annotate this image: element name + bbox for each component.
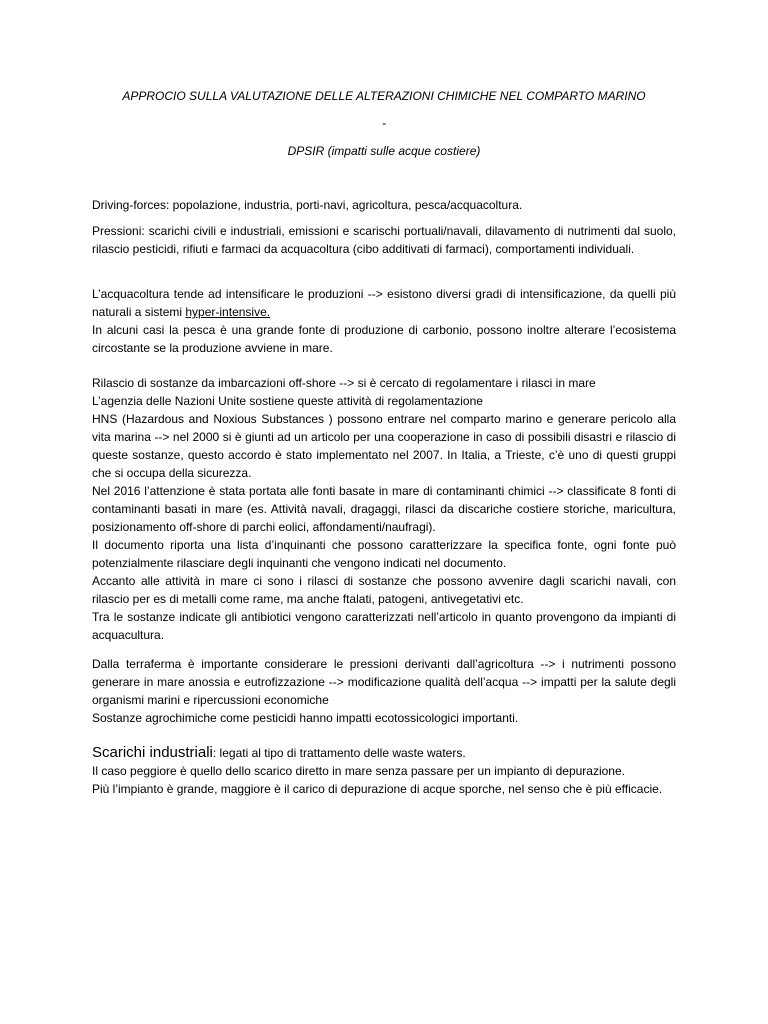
terraferma-section bbox=[92, 655, 676, 727]
pressioni-text: Pressioni: scarichi civili e industriali, emissioni e scarischi portuali/navali, dilavamento di nutrimenti dal suolo, rilascio pesticidi, rifiuti e farmaci da acquacoltura (cibo additivati di farmaci), comportamenti individuali. bbox=[92, 224, 676, 256]
scarichi-line: Più l’impianto è grande, maggiore è il carico di depurazione di acque sporche, nel senso che è più efficacie. bbox=[92, 782, 663, 796]
rilascio-line: L’agenzia delle Nazioni Unite sostiene queste attività di regolamentazione bbox=[92, 394, 483, 408]
rilascio-line: HNS (Hazardous and Noxious Substances ) possono entrare nel comparto marino e generare pericolo alla vita marina --> nel 2000 si è giunti ad un articolo per una cooperazione in caso di possibili disastri e rilascio di queste sostanze, questo accordo è stato implementato nel 2007. In Italia, a Trieste, c’è uno di questi gruppi che si occupa della sicurezza. bbox=[92, 412, 676, 480]
rilascio-line: Tra le sostanze indicate gli antibiotici vengono caratterizzati nell’articolo in quanto provengono da impianti di acquacultura. bbox=[92, 610, 676, 642]
title-separator: - bbox=[382, 116, 386, 130]
document-title: APPROCIO SULLA VALUTAZIONE DELLE ALTERAZIONI CHIMICHE NEL COMPARTO MARINO bbox=[122, 89, 646, 103]
scarichi-section bbox=[92, 744, 676, 798]
document-subtitle: DPSIR (impatti sulle acque costiere) bbox=[287, 144, 481, 158]
scarichi-heading-line bbox=[92, 744, 676, 762]
pressioni-paragraph bbox=[92, 222, 676, 258]
driving-forces-text: Driving-forces: popolazione, industria, porti-navi, agricoltura, pesca/acquacoltura. bbox=[92, 198, 523, 212]
pesca-text: In alcuni casi la pesca è una grande fonte di produzione di carbonio, possono inoltre alterare l’ecosistema circostante se la produzione avviene in mare. bbox=[92, 323, 676, 355]
terraferma-line: Sostanze agrochimiche come pesticidi hanno impatti ecotossicologici importanti. bbox=[92, 711, 519, 725]
scarichi-line: Il caso peggiore è quello dello scarico diretto in mare senza passare per un impianto di depurazione. bbox=[92, 764, 625, 778]
rilascio-line: Nel 2016 l’attenzione è stata portata alle fonti basate in mare di contaminanti chimici --> classificate 8 fonti di contaminanti basati in mare (es. Attività navali, dragaggi, rilasci da discariche costiere storiche, maricultura, posizionamento off-shore di parchi eolici, affondamenti/naufragi). bbox=[92, 484, 676, 534]
rilascio-line: Rilascio di sostanze da imbarcazioni off-shore --> si è cercato di regolamentare i rilasci in mare bbox=[92, 376, 596, 390]
acquacoltura-text bbox=[92, 285, 676, 321]
terraferma-line: Dalla terraferma è importante considerare le pressioni derivanti dall’agricoltura --> i nutrimenti possono generare in mare anossia e eutrofizzazione --> modificazione qualità dell’acqua --> impatti per la salute degli organismi marini e ripercussioni economiche bbox=[92, 657, 676, 707]
acquacoltura-paragraph bbox=[92, 285, 676, 357]
acquacoltura-text-before: L’acquacoltura tende ad intensificare le produzioni --> esistono diversi gradi di intensificazione, da quelli più naturali a sistemi bbox=[92, 287, 676, 319]
scarichi-heading-rest: : legati al tipo di trattamento delle waste waters. bbox=[212, 746, 466, 760]
rilascio-section bbox=[92, 374, 676, 644]
rilascio-line: Il documento riporta una lista d’inquinanti che possono caratterizzare la specifica fonte, ogni fonte può potenzialmente rilasciare degli inquinanti che vengono indicati nel documento. bbox=[92, 538, 676, 570]
driving-forces-paragraph bbox=[92, 196, 676, 214]
scarichi-heading: Scarichi industriali bbox=[92, 744, 213, 761]
hyper-intensive-underlined: hyper-intensive. bbox=[185, 305, 271, 319]
rilascio-line: Accanto alle attività in mare ci sono i rilasci di sostanze che possono avvenire dagli scarichi navali, con rilascio per es di metalli come rame, ma anche ftalati, patogeni, antivegetativi etc. bbox=[92, 574, 676, 606]
